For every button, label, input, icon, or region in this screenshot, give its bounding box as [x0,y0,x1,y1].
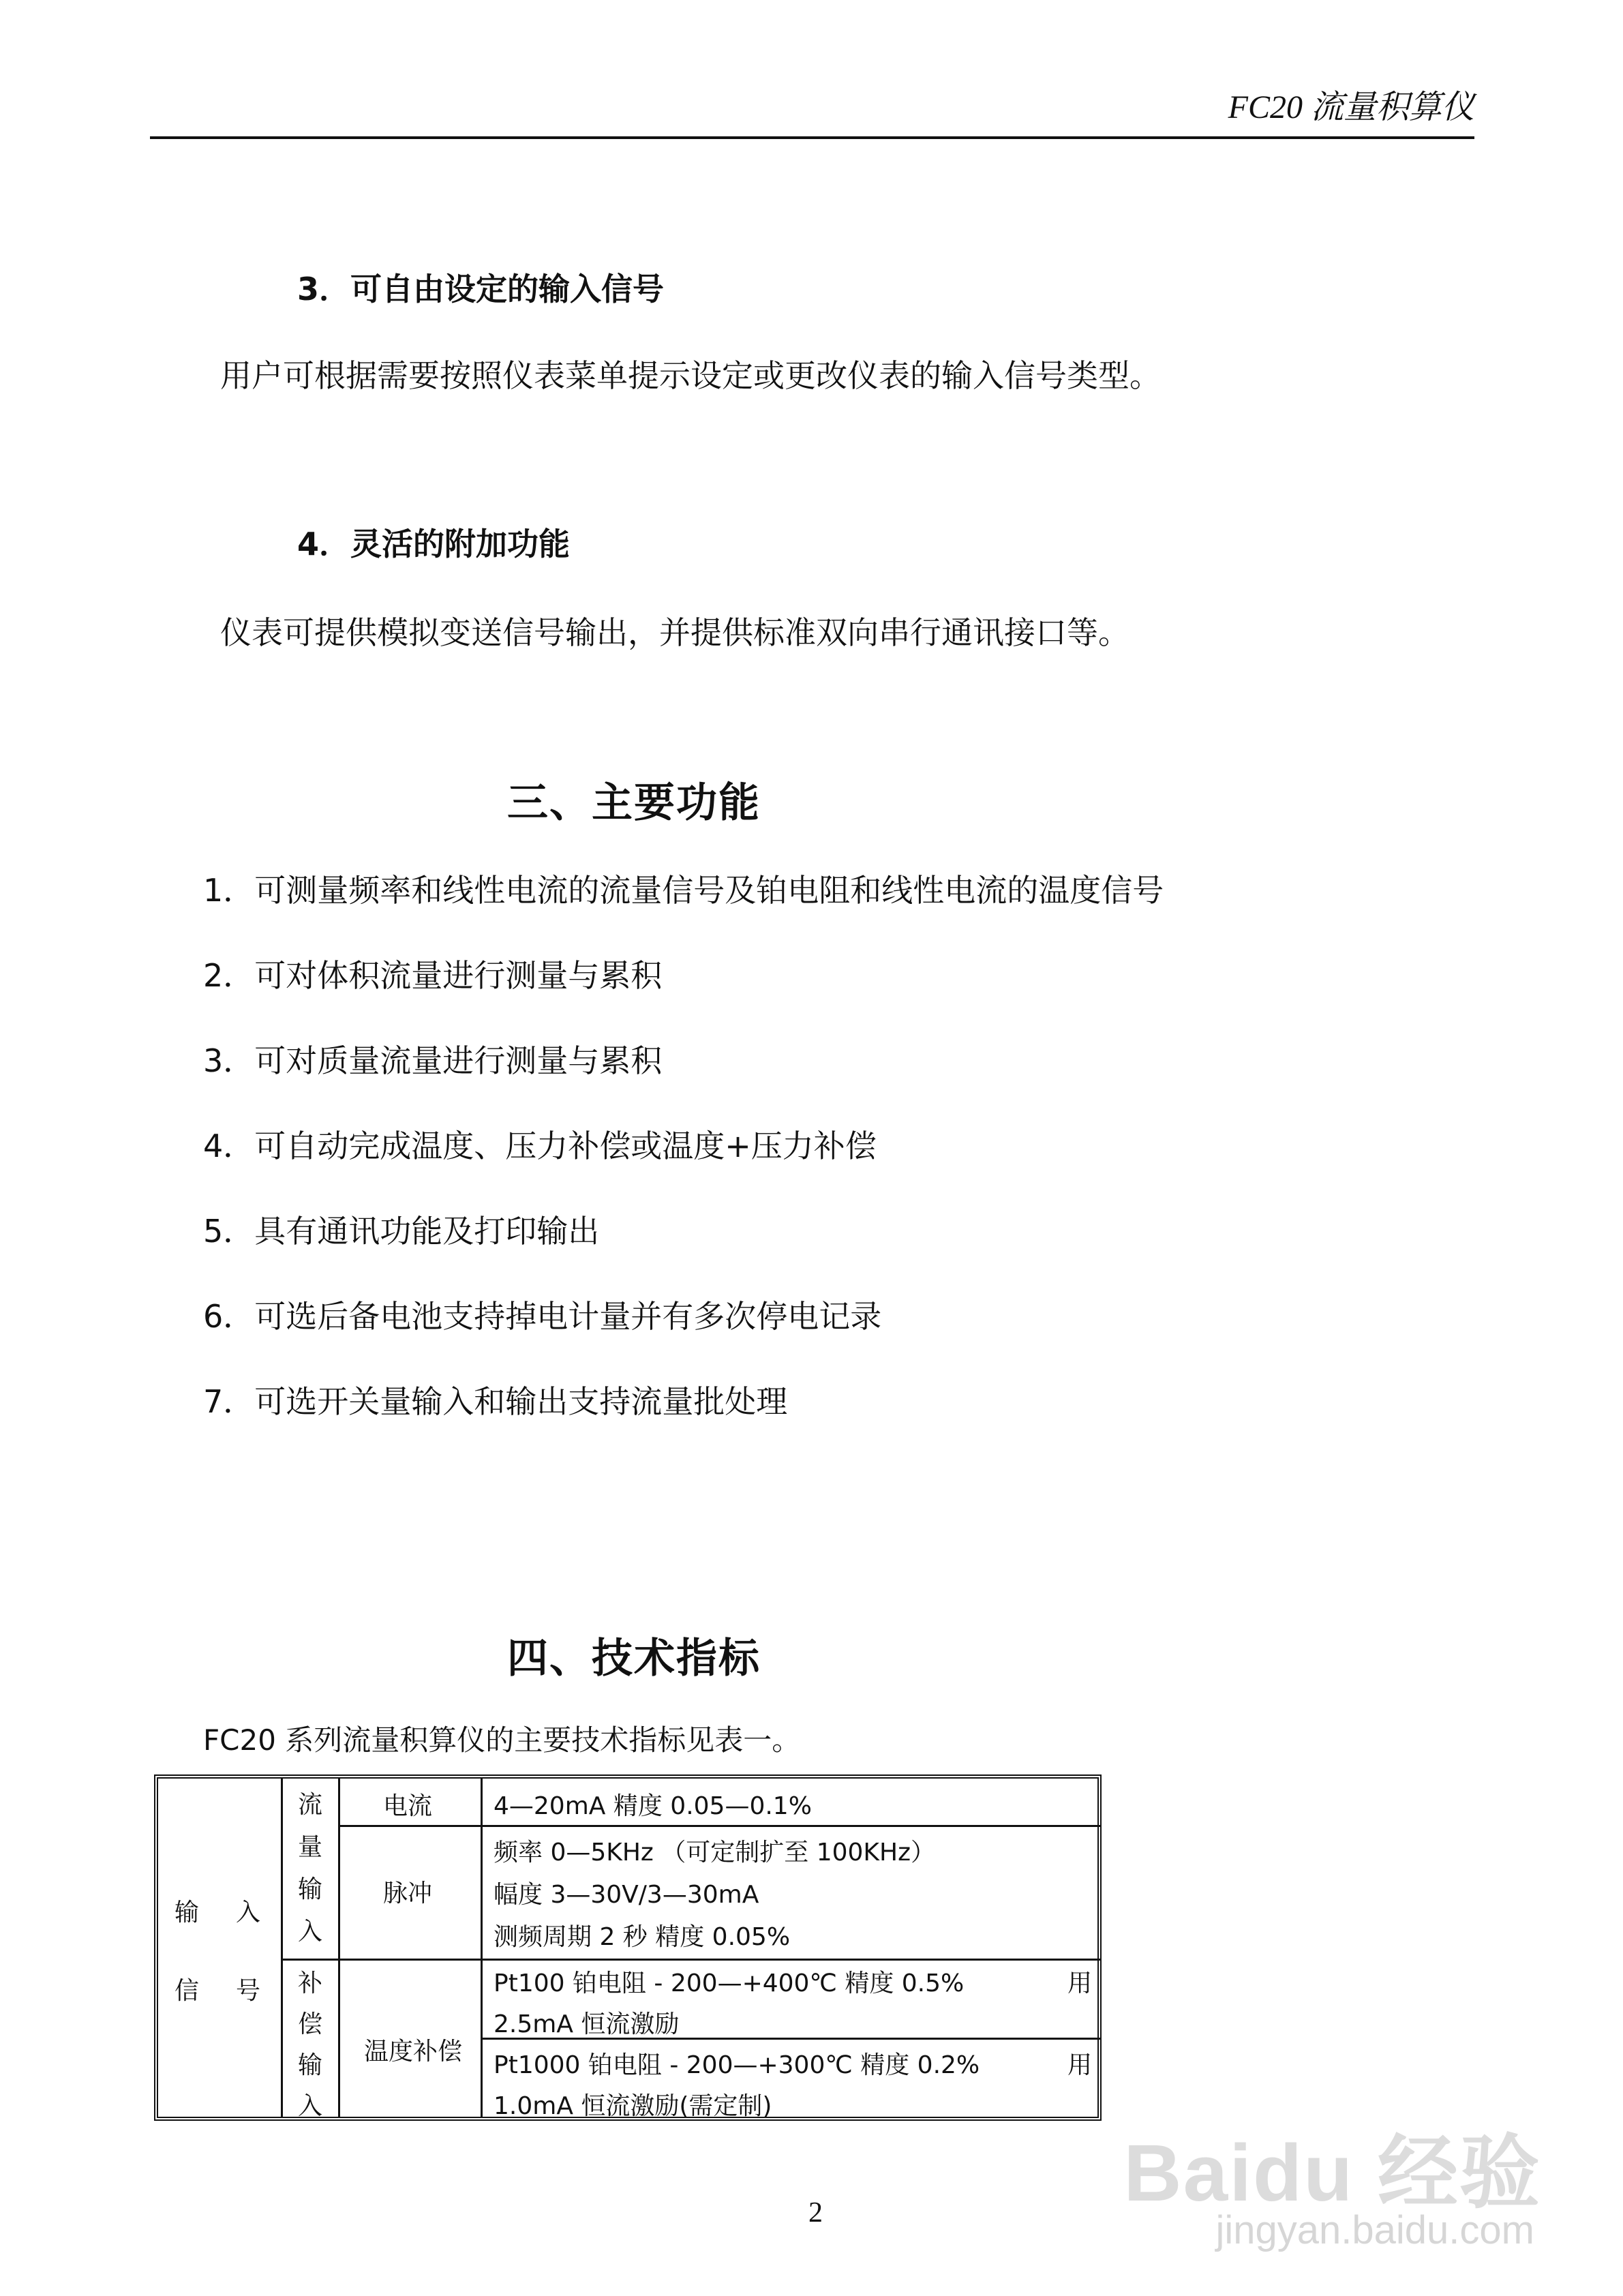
pt1000-excitation: 1.0mA 恒流激励(需定制) [494,2092,772,2120]
pulse-label: 脉冲 [383,1879,433,1907]
page-number: 2 [808,2197,823,2229]
function-item-4: 4．可自动完成温度、压力补偿或温度+压力补偿 [203,1128,877,1164]
feature-4-title: 4．灵活的附加功能 [297,526,571,562]
table-vline-3 [481,1779,483,2117]
pt1000-spec: Pt1000 铂电阻 - 200—+300℃ 精度 0.2% [494,2051,980,2079]
table-vline-2 [338,1779,340,2117]
table-hline-current [338,1825,1102,1827]
table-hline-section [281,1959,1102,1961]
temp-comp-label: 温度补偿 [364,2038,463,2066]
section-4-title: 四、技术指标 [507,1635,761,1682]
flow-input-char-2: 量 [297,1833,322,1861]
baidu-jingyan-watermark-logo: Baidu 经验 [1123,2128,1541,2218]
section-4-intro: FC20 系列流量积算仪的主要技术指标见表一。 [203,1723,801,1757]
pulse-spec-period: 测频周期 2 秒 精度 0.05% [494,1923,791,1951]
comp-input-char-4: 入 [297,2092,322,2120]
comp-input-char-1: 补 [297,1969,322,1997]
function-item-6: 6．可选后备电池支持掉电计量并有多次停电记录 [203,1298,882,1335]
function-item-3: 3．可对质量流量进行测量与累积 [203,1042,663,1079]
feature-4-body: 仪表可提供模拟变送信号输出，并提供标准双向串行通讯接口等。 [220,614,1129,651]
spec-table [154,1774,1102,2121]
function-item-2: 2．可对体积流量进行测量与累积 [203,957,663,994]
pt100-spec-yong: 用 [1067,1969,1093,1997]
input-label-xin: 信 [175,1977,200,2005]
function-item-7: 7．可选开关量输入和输出支持流量批处理 [203,1383,788,1420]
function-item-5: 5．具有通讯功能及打印输出 [203,1213,600,1250]
current-label: 电流 [383,1792,433,1820]
input-label-ru: 入 [236,1899,261,1927]
flow-input-char-4: 入 [297,1918,322,1946]
comp-input-char-3: 输 [297,2051,322,2079]
feature-3-body: 用户可根据需要按照仪表菜单提示设定或更改仪表的输入信号类型。 [220,357,1161,394]
baidu-jingyan-watermark-url: jingyan.baidu.com [1215,2208,1534,2252]
comp-input-char-2: 偿 [297,2010,322,2038]
feature-3-title: 3．可自由设定的输入信号 [297,271,665,307]
section-3-title: 三、主要功能 [507,779,761,827]
pulse-spec-frequency: 频率 0—5KHz （可定制扩至 100KHz） [494,1839,936,1867]
pulse-spec-amplitude: 幅度 3—30V/3—30mA [494,1881,759,1909]
running-header: FC20 流量积算仪 [1228,89,1474,125]
flow-input-char-1: 流 [297,1791,322,1819]
pt1000-spec-yong: 用 [1067,2051,1093,2079]
function-item-1: 1．可测量频率和线性电流的流量信号及铂电阻和线性电流的温度信号 [203,872,1164,909]
input-label-shu: 输 [175,1899,200,1927]
flow-input-char-3: 输 [297,1875,322,1903]
input-label-hao: 号 [236,1977,261,2005]
header-rule [150,136,1474,139]
current-spec: 4—20mA 精度 0.05—0.1% [494,1792,812,1820]
pt100-excitation: 2.5mA 恒流激励 [494,2010,680,2038]
pt100-spec: Pt100 铂电阻 - 200—+400℃ 精度 0.5% [494,1969,965,1997]
